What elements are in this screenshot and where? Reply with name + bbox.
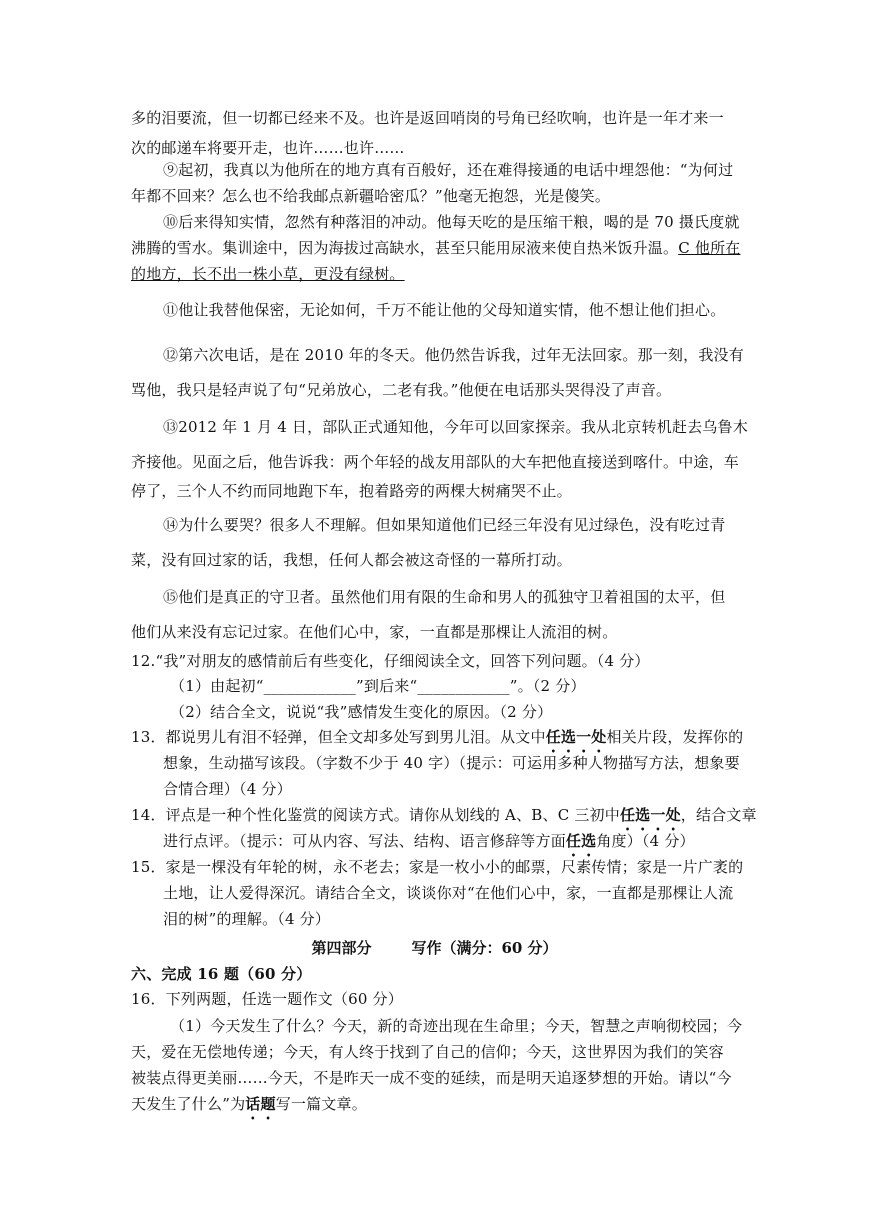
question-12-part-2: （2）结合全文，说说“我”感情发生变化的原因。（2 分）: [170, 703, 553, 721]
question-14-text: 14．评点是一种个性化鉴赏的阅读方式。请你从划线的 A、B、C 三初中: [131, 806, 620, 824]
essay-prompt-text: 天发生了什么”为: [131, 1095, 246, 1113]
question-15-line-3: 泪的树”的理解。（4 分）: [163, 910, 331, 928]
question-14-hint-end: 角度）（4 分）: [596, 832, 695, 850]
paragraph-10-line-2: [131, 238, 741, 258]
question-14-line-1: [131, 805, 757, 834]
paragraph-14-line-1: ⑭为什么要哭？很多人不理解。但如果知道他们已经三年没有见过绿色，没有吃过青: [163, 516, 726, 534]
paragraph-10-line-3-underlined: 的地方，长不出一株小草，更没有绿树。: [131, 265, 405, 283]
part-4-heading: [0, 938, 869, 958]
section-6-heading: 六、完成 16 题（60 分）: [131, 965, 312, 983]
question-14-line-2: [163, 831, 773, 860]
paragraph-14-line-2: 菜，没有回过家的话，我想，任何人都会被这奇怪的一幕所打动。: [131, 551, 572, 569]
paragraph-13-line-1: ⑬2012 年 1 月 4 日，部队正式通知他，今年可以回家探亲。我从北京转机赶去乌鲁木: [163, 418, 748, 436]
emphasis-text: 话题: [245, 1095, 276, 1113]
question-14-text-end: ，结合文章: [680, 806, 757, 824]
paragraph-10-text: 沸腾的雪水。集训途中，因为海拔过高缺水，甚至只能用尿液来使自热米饭升温。: [131, 239, 679, 257]
part-4-subtitle: 写作（满分：60 分）: [411, 939, 558, 957]
emphasis-text: 任选: [565, 832, 597, 850]
question-15-line-1: 15．家是一棵没有年轮的树，永不老去；家是一枚小小的邮票，尺素传情；家是一片广袤的: [131, 858, 744, 876]
paragraph-9-line-2: 年都不回来？怎么也不给我邮点新疆哈密瓜？”他毫无抱怨，光是傻笑。: [131, 187, 611, 205]
paragraph-13-line-3: 停了，三个人不约而同地跑下车，抱着路旁的两棵大树痛哭不止。: [131, 482, 572, 500]
paragraph-15-line-1: ⑮他们是真正的守卫者。虽然他们用有限的生命和男人的孤独守卫着祖国的太平，但: [163, 588, 726, 606]
paragraph-12-line-2: 骂他，我只是轻声说了句“兄弟放心，二老有我。”他便在电话那头哭得没了声音。: [131, 381, 672, 399]
question-15-line-2: 土地，让人爱得深沉。请结合全文，谈谈你对“在他们心中，家，一直都是那棵让人流: [163, 884, 734, 902]
part-4-title: 第四部分: [311, 939, 372, 957]
paragraph-9-line-1: ⑨起初，我真以为他所在的地方真有百般好，还在难得接通的电话中埋怨他：“为何过: [163, 161, 734, 179]
paragraph-12-line-1: ⑫第六次电话，是在 2010 年的冬天。他仍然告诉我，过年无法回家。那一刻，我没有: [163, 346, 744, 364]
essay-prompt-text-end: 写一篇文章。: [275, 1095, 367, 1113]
paragraph-11: ⑪他让我替他保密，无论如何，千万不能让他的父母知道实情，他不想让他们担心。: [163, 301, 726, 319]
question-16: 16．下列两题，任选一题作文（60 分）: [131, 990, 403, 1008]
emphasis-text: 任选一处: [545, 728, 607, 746]
question-14-hint: 进行点评。（提示：可从内容、写法、结构、语言修辞等方面: [163, 832, 566, 850]
paragraph-10-line-1: ⑩后来得知实情，忽然有种落泪的冲动。他每天吃的是压缩干粮，喝的是 70 摄氏度就: [163, 213, 740, 231]
question-13-line-1: [131, 727, 744, 756]
essay-prompt-line-3: 被装点得更美丽……今天，不是昨天一成不变的延续，而是明天追逐梦想的开始。请以“今: [131, 1069, 732, 1087]
paragraph-13-line-2: 齐接他。见面之后，他告诉我：两个年轻的战友用部队的大车把他直接送到喀什。中途，车: [131, 453, 740, 471]
essay-prompt-line-4: [131, 1094, 741, 1123]
underlined-c: C 他所在: [678, 239, 741, 257]
passage-line: 多的泪要流，但一切都已经来不及。也许是返回哨岗的号角已经吹响，也许是一年才来一: [131, 109, 724, 127]
passage-line: 次的邮递车将要开走，也许……也许……: [131, 139, 405, 157]
question-13-text-end: 相关片段，发挥你的: [606, 728, 744, 746]
question-13-text: 13．都说男儿有泪不轻弹，但全文却多处写到男儿泪。从文中: [131, 728, 546, 746]
question-13-line-3: 合情合理）（4 分）: [163, 780, 292, 798]
essay-prompt-line-1: （1）今天发生了什么？今天，新的奇迹出现在生命里；今天，智慧之声响彻校园；今: [170, 1017, 743, 1035]
question-12-part-1: （1）由起初“____________”到后来“____________”。（2 分）: [170, 677, 586, 695]
emphasis-text: 任选一处: [619, 806, 681, 824]
paragraph-15-line-2: 他们从来没有忘记过家。在他们心中，家，一直都是那棵让人流泪的树。: [131, 623, 618, 641]
question-12: 12.“我”对朋友的感情前后有些变化，仔细阅读全文，回答下列问题。（4 分）: [131, 652, 650, 670]
essay-prompt-line-2: 天，爱在无偿地传递；今天，有人终于找到了自己的信仰；今天，这世界因为我们的笑容: [131, 1043, 724, 1061]
question-13-line-2: 想象，生动描写该段。（字数不少于 40 字）（提示：可运用多种人物描写方法，想象要: [163, 754, 740, 772]
